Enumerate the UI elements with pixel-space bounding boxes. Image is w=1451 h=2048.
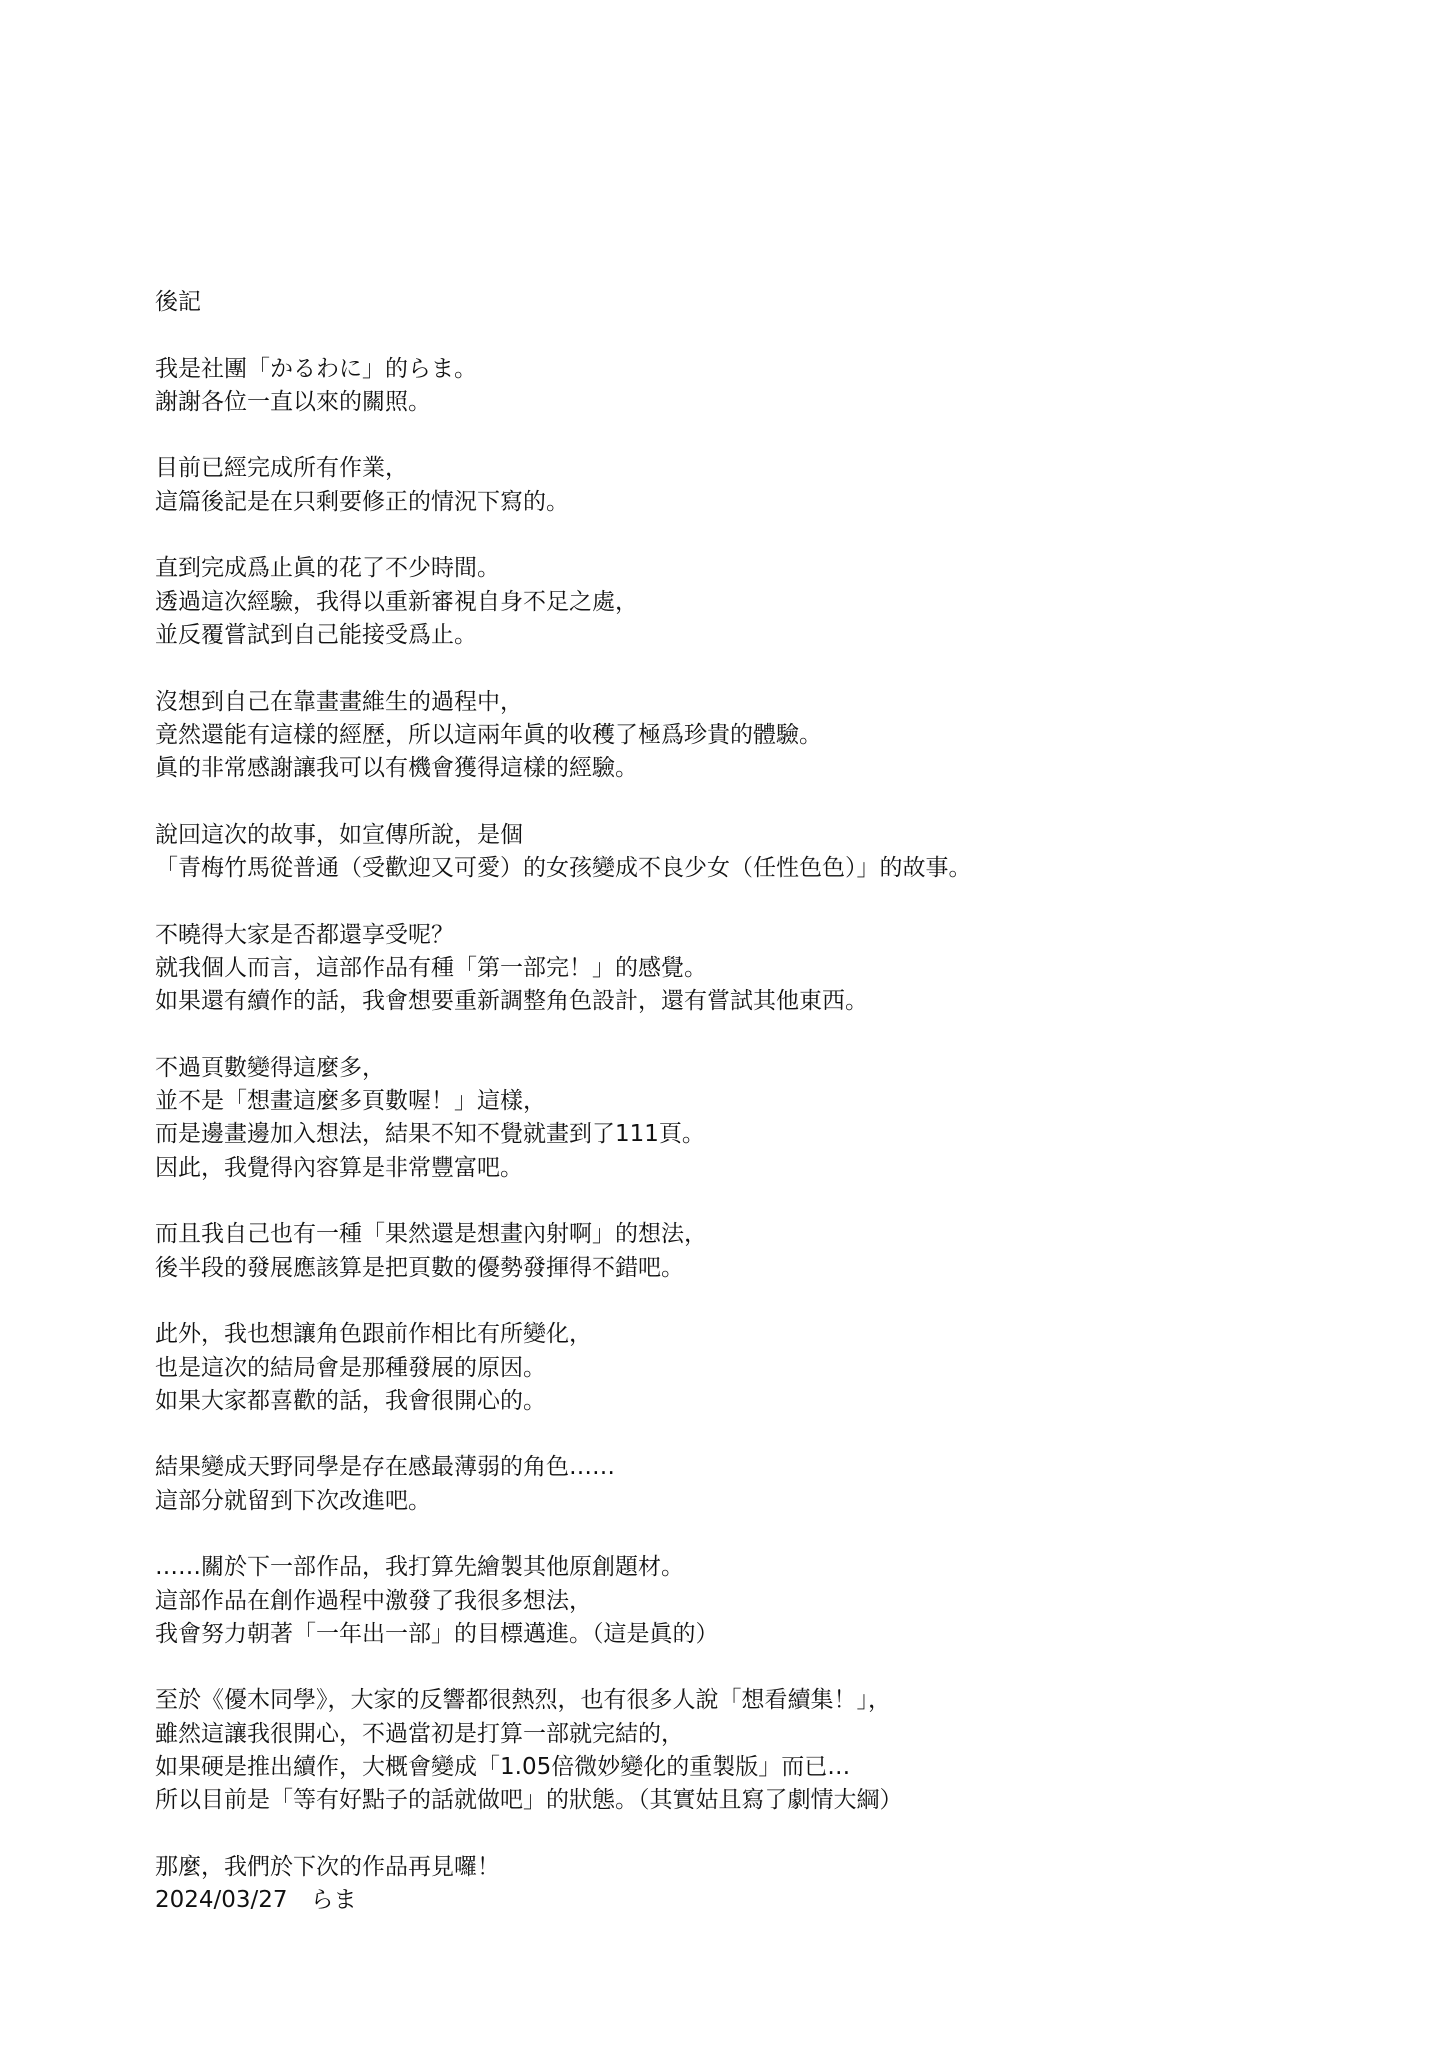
text-line: 眞的非常感謝讓我可以有機會獲得這樣的經驗。 xyxy=(155,755,638,782)
text-line: 沒想到自己在靠畫畫維生的過程中， xyxy=(155,688,523,715)
text-line: 我是社團「かるわに」的らま。 xyxy=(155,355,477,382)
text-line: 謝謝各位一直以來的關照。 xyxy=(155,388,431,415)
text-line: 而是邊畫邊加入想法，結果不知不覺就畫到了111頁。 xyxy=(155,1121,705,1148)
text-line: 而且我自己也有一種「果然還是想畫內射啊」的想法， xyxy=(155,1221,707,1248)
text-line: 也是這次的結局會是那種發展的原因。 xyxy=(155,1354,546,1381)
text-line: 如果硬是推出續作，大概會變成「1.05倍微妙變化的重製版」而已… xyxy=(155,1754,851,1781)
paragraph xyxy=(155,1651,1355,1817)
text-line: 因此，我覺得內容算是非常豐富吧。 xyxy=(155,1154,523,1181)
text-line: 如果還有續作的話，我會想要重新調整角色設計，還有嘗試其他東西。 xyxy=(155,988,868,1015)
text-line: 「青梅竹馬從普通（受歡迎又可愛）的女孩變成不良少女（任性色色）」的故事。 xyxy=(155,855,972,882)
text-line: 雖然這讓我很開心，不過當初是打算一部就完結的， xyxy=(155,1720,684,1747)
paragraph xyxy=(155,1418,1355,1518)
paragraph xyxy=(155,519,1355,652)
text-line: 不曉得大家是否都還享受呢？ xyxy=(155,921,454,948)
text-line: 直到完成爲止眞的花了不少時間。 xyxy=(155,555,500,582)
text-line: 這部分就留到下次改進吧。 xyxy=(155,1487,431,1514)
afterword-title: 後記 xyxy=(155,289,201,315)
text-line: 並不是「想畫這麼多頁數喔！」這樣， xyxy=(155,1088,546,1115)
paragraph xyxy=(155,1019,1355,1185)
text-line: 說回這次的故事，如宣傳所說，是個 xyxy=(155,821,523,848)
paragraph xyxy=(155,1818,1355,1918)
text-line: 此外，我也想讓角色跟前作相比有所變化， xyxy=(155,1321,592,1348)
paragraph xyxy=(155,652,1355,785)
paragraph xyxy=(155,885,1355,1018)
text-line: 那麼，我們於下次的作品再見囉！ xyxy=(155,1853,500,1880)
paragraph xyxy=(155,785,1355,885)
text-line: 這篇後記是在只剩要修正的情況下寫的。 xyxy=(155,488,569,515)
paragraph xyxy=(155,419,1355,519)
text-line: 透過這次經驗，我得以重新審視自身不足之處， xyxy=(155,588,638,615)
paragraph xyxy=(155,1518,1355,1651)
text-line: 不過頁數變得這麼多， xyxy=(155,1054,385,1081)
text-line: 所以目前是「等有好點子的話就做吧」的狀態。（其實姑且寫了劇情大綱） xyxy=(155,1787,903,1814)
text-line: 並反覆嘗試到自己能接受爲止。 xyxy=(155,621,477,648)
text-line: 就我個人而言，這部作品有種「第一部完！」的感覺。 xyxy=(155,954,707,981)
text-line: 我會努力朝著「一年出一部」的目標邁進。（這是眞的） xyxy=(155,1620,719,1647)
text-line: 如果大家都喜歡的話，我會很開心的。 xyxy=(155,1387,546,1414)
text-line: 至於《優木同學》，大家的反響都很熱烈，也有很多人說「想看續集！」， xyxy=(155,1687,891,1714)
text-line: 後半段的發展應該算是把頁數的優勢發揮得不錯吧。 xyxy=(155,1254,684,1281)
text-line: 結果變成天野同學是存在感最薄弱的角色…… xyxy=(155,1454,615,1481)
text-line: 目前已經完成所有作業， xyxy=(155,455,408,482)
paragraph xyxy=(155,319,1355,419)
text-line: 2024/03/27 らま xyxy=(155,1887,357,1914)
paragraph xyxy=(155,1185,1355,1285)
paragraph xyxy=(155,1285,1355,1418)
text-line: 竟然還能有這樣的經歷，所以這兩年眞的收穫了極爲珍貴的體驗。 xyxy=(155,721,822,748)
text-line: 這部作品在創作過程中激發了我很多想法， xyxy=(155,1587,592,1614)
text-line: ……關於下一部作品，我打算先繪製其他原創題材。 xyxy=(155,1554,684,1581)
afterword-text xyxy=(155,286,1355,1918)
